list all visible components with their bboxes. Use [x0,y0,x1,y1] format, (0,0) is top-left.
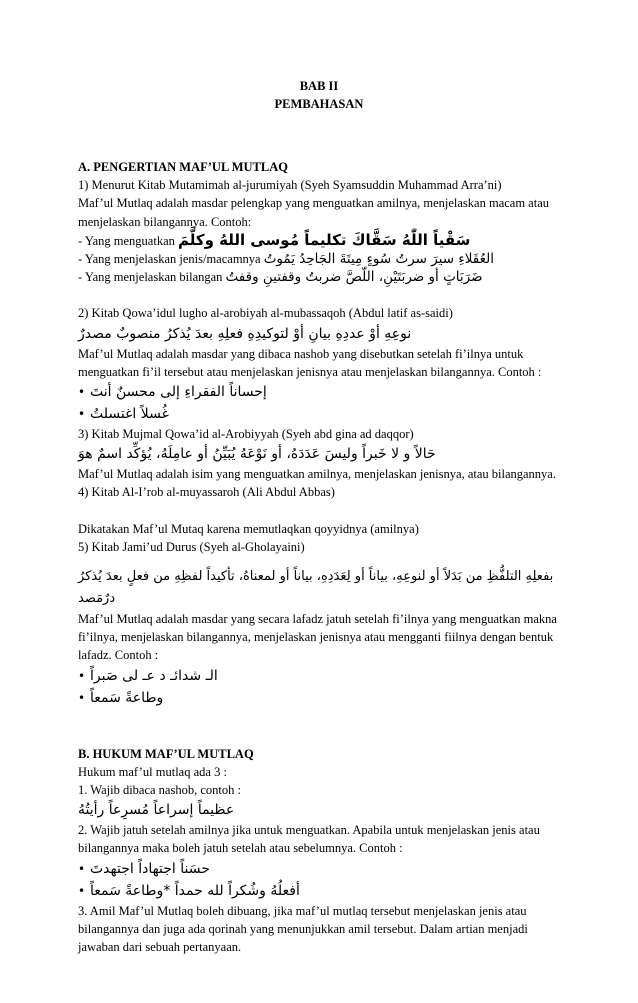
bullet-item [78,381,568,403]
hukum-3: 3. Amil Maf’ul Mutlaq boleh dibuang, jika maf’ul mutlaq tersebut menjelaskan jenis atau bilangannya dan juga ada qorinah yang menunjukkan amil tersebut. Dalam artian menjadi jawaban dari sebuah pertanyaan. [78,903,528,955]
source-1-definition: Maf’ul Mutlaq adalah masdar pelengkap yang menguatkan amilnya, menjelaskan macam atau menjelaskan bilangannya. Contoh: [78,196,550,229]
spacer [78,286,568,304]
source-3-arabic: حَالاً و لا خَبراً وليسَ عَدَدَهُ، أو نَوْعَهُ يُبَيِّنُ أو عامِلَهُ، يُؤكِّد اسمٌ هوَ [78,446,436,463]
source-4: 4) Kitab Al-I’rob al-muyassaroh (Ali Abdul Abbas) [78,485,335,500]
arabic-example: العُقَلاءِ سيرَ سرتُ سُوءٍ مِيتَةَ الجَاحِدُ يَمُوتُ [263,251,494,268]
document-body [78,158,568,956]
hukum-1-arabic: عظيماً إسراعاً مُسرِعاً رأيتُهُ [78,802,235,819]
example-label: - Yang menjelaskan jenis/macamnya [78,252,264,267]
source-3: 3) Kitab Mujmal Qowa’id al-Arobiyyah (Syeh abd gina ad daqqor) [78,427,414,442]
source-2: 2) Kitab Qowa’idul lugho al-arobiyah al-mubassaqoh (Abdul latif as-saidi) [78,306,453,321]
example-bilangan [78,268,568,286]
hukum-intro: Hukum maf’ul mutlaq ada 3 : [78,764,227,779]
bullet-icon: • [78,690,86,705]
bullet-icon: • [78,883,86,898]
dikatakan-note: Dikatakan Maf’ul Mutaq karena memutlaqkan qoyyidnya (amilnya) [78,521,419,536]
arabic-example: غُسلاً اغتسلتُ [90,406,169,423]
bullet-icon: • [78,668,86,683]
source-5-definition: Maf’ul Mutlaq adalah masdar yang secara lafadz jatuh setelah fi’ilnya yang menguatkan makna fi’ilnya, menjelaskan bilangannya, menjelaskan jenisnya atau mengganti fiilnya dengan bentuk lafadz. Contoh : [78,612,557,663]
arabic-example: ضَرَبَاتٍ أو ضربَتَيْنِ، اللّصَّ ضربتُ وقفتينِ وقفتُ [225,269,483,286]
chapter-subtitle: PEMBAHASAN [274,97,364,111]
chapter-title: BAB II [299,79,339,93]
bullet-item [78,880,568,902]
example-menguatkan [78,231,568,250]
spacer [78,502,568,520]
section-a-heading: A. PENGERTIAN MAF’UL MUTLAQ [78,160,288,174]
example-jenis [78,250,568,268]
example-label: - Yang menguatkan [78,233,178,248]
spacer [78,556,568,566]
arabic-example: الـ شدائـ د عـ لى صَبراً [90,667,218,684]
source-3-definition: Maf’ul Mutlaq adalah isim yang menguatkan amilnya, menjelaskan jenisnya, atau bilangannya. [78,467,556,482]
bullet-icon: • [78,407,86,422]
spacer [78,709,568,745]
source-2-definition: Maf’ul Mutlaq adalah masdar yang dibaca nashob yang disebutkan setelah fi’ilnya untuk menguatkan fi’il tersebut atau menjelaskan jenisnya atau menjelaskan bilangannya. Contoh : [78,346,542,379]
source-5-arabic: بفعلِهِ التلفُّظِ من بَدَلاً أو لنوعِهِ، بياناً أو لِعَدَدِهِ، بياناً أو لمعناهُ، تأكيداً لفظِهِ من فعلٍ بعدَ يُذكرُ درٌمَصد [78,569,554,607]
source-1: 1) Menurut Kitab Mutamimah al-jurumiyah (Syeh Syamsuddin Muhammad Arra’ni) [78,178,502,193]
source-5: 5) Kitab Jami’ud Durus (Syeh al-Gholayaini) [78,539,305,554]
arabic-example: وطاعةً سَمعاً [90,689,164,706]
bullet-item [78,687,568,709]
example-label: - Yang menjelaskan bilangan [78,270,226,285]
arabic-example: إحساناً الفقراءِ إلى محسنٌ أنتَ [90,384,267,401]
arabic-example: أفعلُهُ وشُكراً لله حمداً *وطاعةً سَمعاً [90,882,300,899]
hukum-2: 2. Wajib jatuh setelah amilnya jika untuk menguatkan. Apabila untuk menjelaskan jenis atau bilangannya maka boleh jatuh setelah atau sebelumnya. Contoh : [78,823,540,856]
source-2-arabic: نوعِهِ أوْ عددِهِ بيانِ أوْ لتوكيدِهِ فعلِهِ بعدَ يُذكرُ منصوبٌ مصدرٌ [78,325,412,342]
bullet-icon: • [78,385,86,400]
arabic-example: سَقْياً اللّٰهُ سَقَّاكَ تكليماً مُوسى اللهُ وكلَّمَ [178,230,471,249]
bullet-item [78,665,568,687]
bullet-item [78,403,568,425]
bullet-icon: • [78,861,86,876]
hukum-1: 1. Wajib dibaca nashob, contoh : [78,783,241,798]
section-b-heading: B. HUKUM MAF’UL MUTLAQ [78,746,254,761]
arabic-example: حسَناً اجتهاداً اجتهدتَ [90,860,210,877]
bullet-item [78,858,568,880]
